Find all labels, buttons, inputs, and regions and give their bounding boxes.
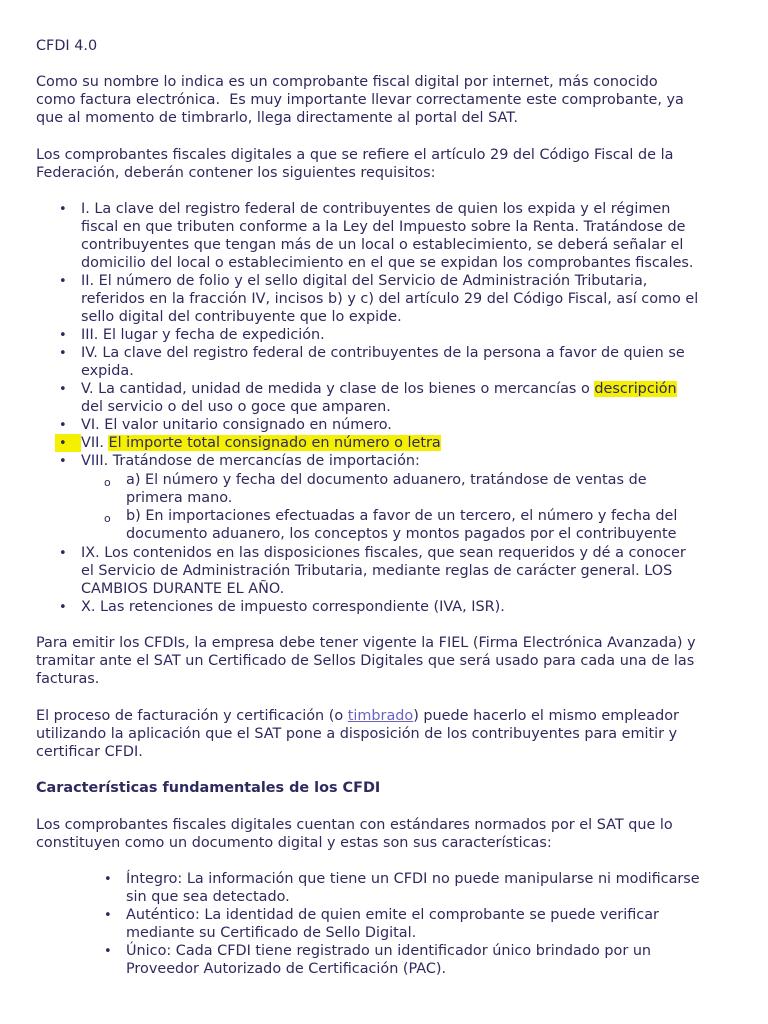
sub-item-text: documento aduanero, los conceptos y montos pagados por el contribuyente (126, 526, 677, 542)
feature-item-text: Único: Cada CFDI tiene registrado un identificador único brindado por un (126, 943, 652, 959)
requirement-item-text: III. El lugar y fecha de expedición. (81, 327, 325, 343)
requirements-intro-line: Federación, deberán contener los siguientes requisitos: (36, 165, 436, 181)
section-heading: Características fundamentales de los CFDI (36, 780, 381, 796)
requirement-item-text: IX. Los contenidos en las disposiciones fiscales, que sean requeridos y dé a conocer (81, 545, 686, 561)
intro-line: que al momento de timbrarlo, llega directamente al portal del SAT. (36, 110, 518, 126)
intro-line: Como su nombre lo indica es un comprobante fiscal digital por internet, más conocido (36, 74, 658, 90)
bullet-icon: • (104, 908, 112, 923)
bullet-icon: • (59, 346, 67, 361)
bullet-icon: • (59, 454, 67, 469)
requirement-item-text: domicilio del local o establecimiento en el que se expidan los comprobantes fiscales. (81, 255, 694, 271)
fiel-paragraph-line: facturas. (36, 671, 100, 687)
requirement-item-text (81, 380, 677, 398)
bullet-icon: • (59, 418, 67, 433)
requirement-item-text: referidos en la fracción IV, incisos b) y c) del artículo 29 del Código Fiscal, así como el (81, 291, 699, 307)
features-intro-line: Los comprobantes fiscales digitales cuentan con estándares normados por el SAT que lo (36, 817, 673, 833)
sub-bullet-icon: o (104, 512, 111, 525)
feature-item-text: mediante su Certificado de Sello Digital. (126, 925, 417, 941)
bullet-icon: • (104, 944, 112, 959)
feature-item-text: Íntegro: La información que tiene un CFDI no puede manipularse ni modificarse (126, 871, 700, 887)
requirement-text-part: V. La cantidad, unidad de medida y clase de los bienes o mercancías o (81, 381, 595, 397)
requirement-item-text: I. La clave del registro federal de contribuyentes de quien los expida y el régimen (81, 201, 671, 217)
bullet-icon: • (104, 872, 112, 887)
highlighted-text: El importe total consignado en número o letra (108, 435, 441, 451)
feature-item-text: Auténtico: La identidad de quien emite el comprobante se puede verificar (126, 907, 659, 923)
sub-item-text: a) El número y fecha del documento aduanero, tratándose de ventas de (126, 472, 647, 488)
process-paragraph-line: certificar CFDI. (36, 744, 143, 760)
bullet-icon: • (59, 274, 67, 289)
fiel-paragraph-line: tramitar ante el SAT un Certificado de Sellos Digitales que será usado para cada una de las (36, 653, 695, 669)
bullet-icon: • (59, 546, 67, 561)
highlighted-text: descripción (594, 381, 677, 397)
requirement-item-text: del servicio o del uso o goce que amparen. (81, 399, 391, 415)
process-text-part: ) puede hacerlo el mismo empleador (413, 708, 679, 724)
requirement-item-text: fiscal en que tributen conforme a la Ley del Impuesto sobre la Renta. Tratándose de (81, 219, 686, 235)
feature-item-text: Proveedor Autorizado de Certificación (PAC). (126, 961, 447, 977)
sub-item-text: b) En importaciones efectuadas a favor de un tercero, el número y fecha del (126, 508, 678, 524)
requirement-item-text (81, 434, 441, 452)
timbrado-link[interactable]: timbrado (347, 708, 414, 724)
requirement-text-part: VII. (81, 435, 109, 451)
requirement-item-text: expida. (81, 363, 134, 379)
process-text-part: El proceso de facturación y certificación (o (36, 708, 348, 724)
process-paragraph-line (36, 707, 679, 725)
bullet-icon: • (59, 328, 67, 343)
feature-item-text: sin que sea detectado. (126, 889, 290, 905)
sub-item-text: primera mano. (126, 490, 233, 506)
requirement-item-text: X. Las retenciones de impuesto correspondiente (IVA, ISR). (81, 599, 505, 615)
requirement-item-text: IV. La clave del registro federal de contribuyentes de la persona a favor de quien se (81, 345, 685, 361)
features-intro-line: constituyen como un documento digital y estas son sus características: (36, 835, 552, 851)
requirement-item-text: VIII. Tratándose de mercancías de importación: (81, 453, 420, 469)
bullet-icon: • (59, 202, 67, 217)
process-paragraph-line: utilizando la aplicación que el SAT pone a disposición de los contribuyentes para emitir y (36, 726, 678, 742)
requirement-item-text: el Servicio de Administración Tributaria, mediante reglas de carácter general. LOS (81, 563, 673, 579)
requirement-item-text: VI. El valor unitario consignado en número. (81, 417, 392, 433)
bullet-icon: • (59, 600, 67, 615)
requirements-intro-line: Los comprobantes fiscales digitales a que se refiere el artículo 29 del Código Fiscal de la (36, 147, 674, 163)
document-title: CFDI 4.0 (36, 38, 98, 54)
bullet-icon: • (59, 436, 67, 451)
fiel-paragraph-line: Para emitir los CFDIs, la empresa debe tener vigente la FIEL (Firma Electrónica Avanzada) y (36, 635, 696, 651)
requirement-item-text: CAMBIOS DURANTE EL AÑO. (81, 581, 285, 597)
requirement-item-text: II. El número de folio y el sello digital del Servicio de Administración Tributaria, (81, 273, 648, 289)
sub-bullet-icon: o (104, 476, 111, 489)
requirement-item-text: sello digital del contribuyente que lo expide. (81, 309, 402, 325)
bullet-icon: • (59, 382, 67, 397)
requirement-item-text: contribuyentes que tengan más de un local o establecimiento, se deberá señalar el (81, 237, 684, 253)
intro-line: como factura electrónica. Es muy importante llevar correctamente este comprobante, ya (36, 92, 684, 108)
